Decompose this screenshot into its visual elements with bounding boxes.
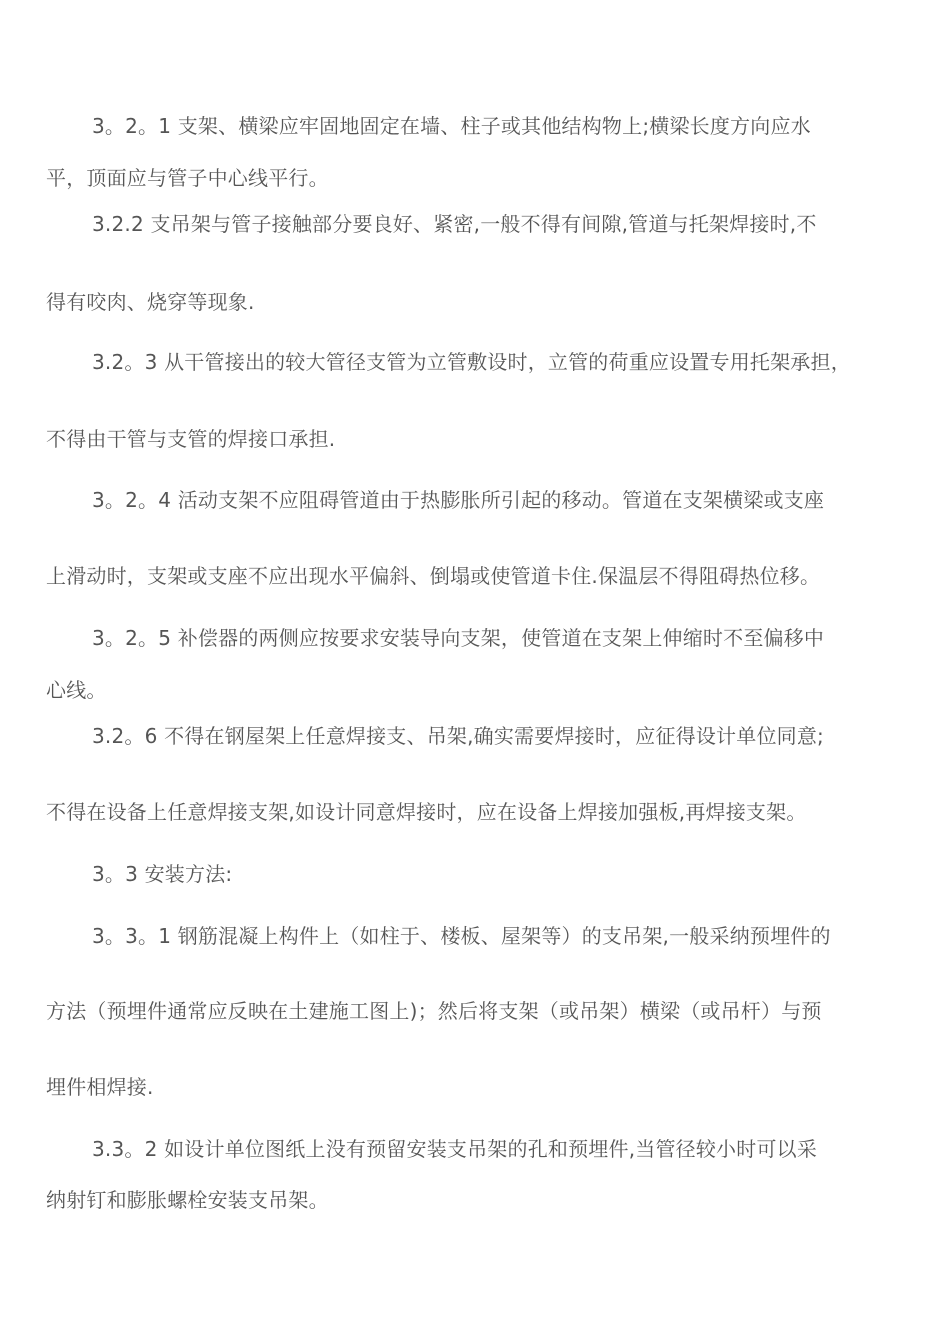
paragraph-line: 3。2。5 补偿器的两侧应按要求安装导向支架，使管道在支架上伸缩时不至偏移中	[92, 626, 825, 650]
paragraph-line: 平，顶面应与管子中心线平行。	[46, 166, 329, 190]
paragraph-line: 纳射钉和膨胀螺栓安装支吊架。	[46, 1188, 329, 1212]
paragraph-line: 3.2。6 不得在钢屋架上任意焊接支、吊架,确实需要焊接时，应征得设计单位同意;	[92, 724, 824, 748]
paragraph-3-3-1	[46, 920, 908, 1100]
paragraph-line: 不得在设备上任意焊接支架,如设计同意焊接时，应在设备上焊接加强板,再焊接支架。	[46, 800, 807, 824]
paragraph-line: 埋件相焊接.	[46, 1075, 154, 1099]
paragraph-line: 3.2。3 从干管接出的较大管径支管为立管敷设时，立管的荷重应设置专用托架承担，	[92, 350, 851, 374]
paragraph-line: 3。2。1 支架、横梁应牢固地固定在墙、柱子或其他结构物上;横梁长度方向应水	[92, 114, 811, 138]
paragraph-3-2-2	[46, 208, 908, 318]
paragraph-line: 心线。	[46, 678, 107, 702]
paragraph-3-2-5	[46, 622, 908, 702]
paragraph-3-2-6	[46, 720, 908, 830]
paragraph-line: 方法（预埋件通常应反映在土建施工图上)；然后将支架（或吊架）横梁（或吊杆）与预	[46, 999, 822, 1023]
paragraph-line: 3.3。2 如设计单位图纸上没有预留安装支吊架的孔和预埋件,当管径较小时可以采	[92, 1137, 818, 1161]
paragraph-line: 上滑动时，支架或支座不应出现水平偏斜、倒塌或使管道卡住.保温层不得阻碍热位移。	[46, 564, 821, 588]
paragraph-line: 不得由干管与支管的焊接口承担.	[46, 427, 336, 451]
paragraph-line: 3。2。4 活动支架不应阻碍管道由于热膨胀所引起的移动。管道在支架横梁或支座	[92, 488, 825, 512]
paragraph-3-3-2	[46, 1133, 908, 1213]
paragraph-line: 3.2.2 支吊架与管子接触部分要良好、紧密,一般不得有间隙,管道与托架焊接时,不	[92, 212, 817, 236]
paragraph-3-2-1	[46, 110, 908, 190]
paragraph-line: 3。3。1 钢筋混凝上构件上（如柱于、楼板、屋架等）的支吊架,一般采纳预埋件的	[92, 924, 831, 948]
paragraph-3-2-4	[46, 484, 908, 594]
section-heading-3-3	[46, 858, 908, 888]
paragraph-3-2-3	[46, 346, 908, 456]
paragraph-line: 得有咬肉、烧穿等现象.	[46, 290, 255, 314]
paragraph-line: 3。3 安装方法:	[92, 862, 233, 886]
